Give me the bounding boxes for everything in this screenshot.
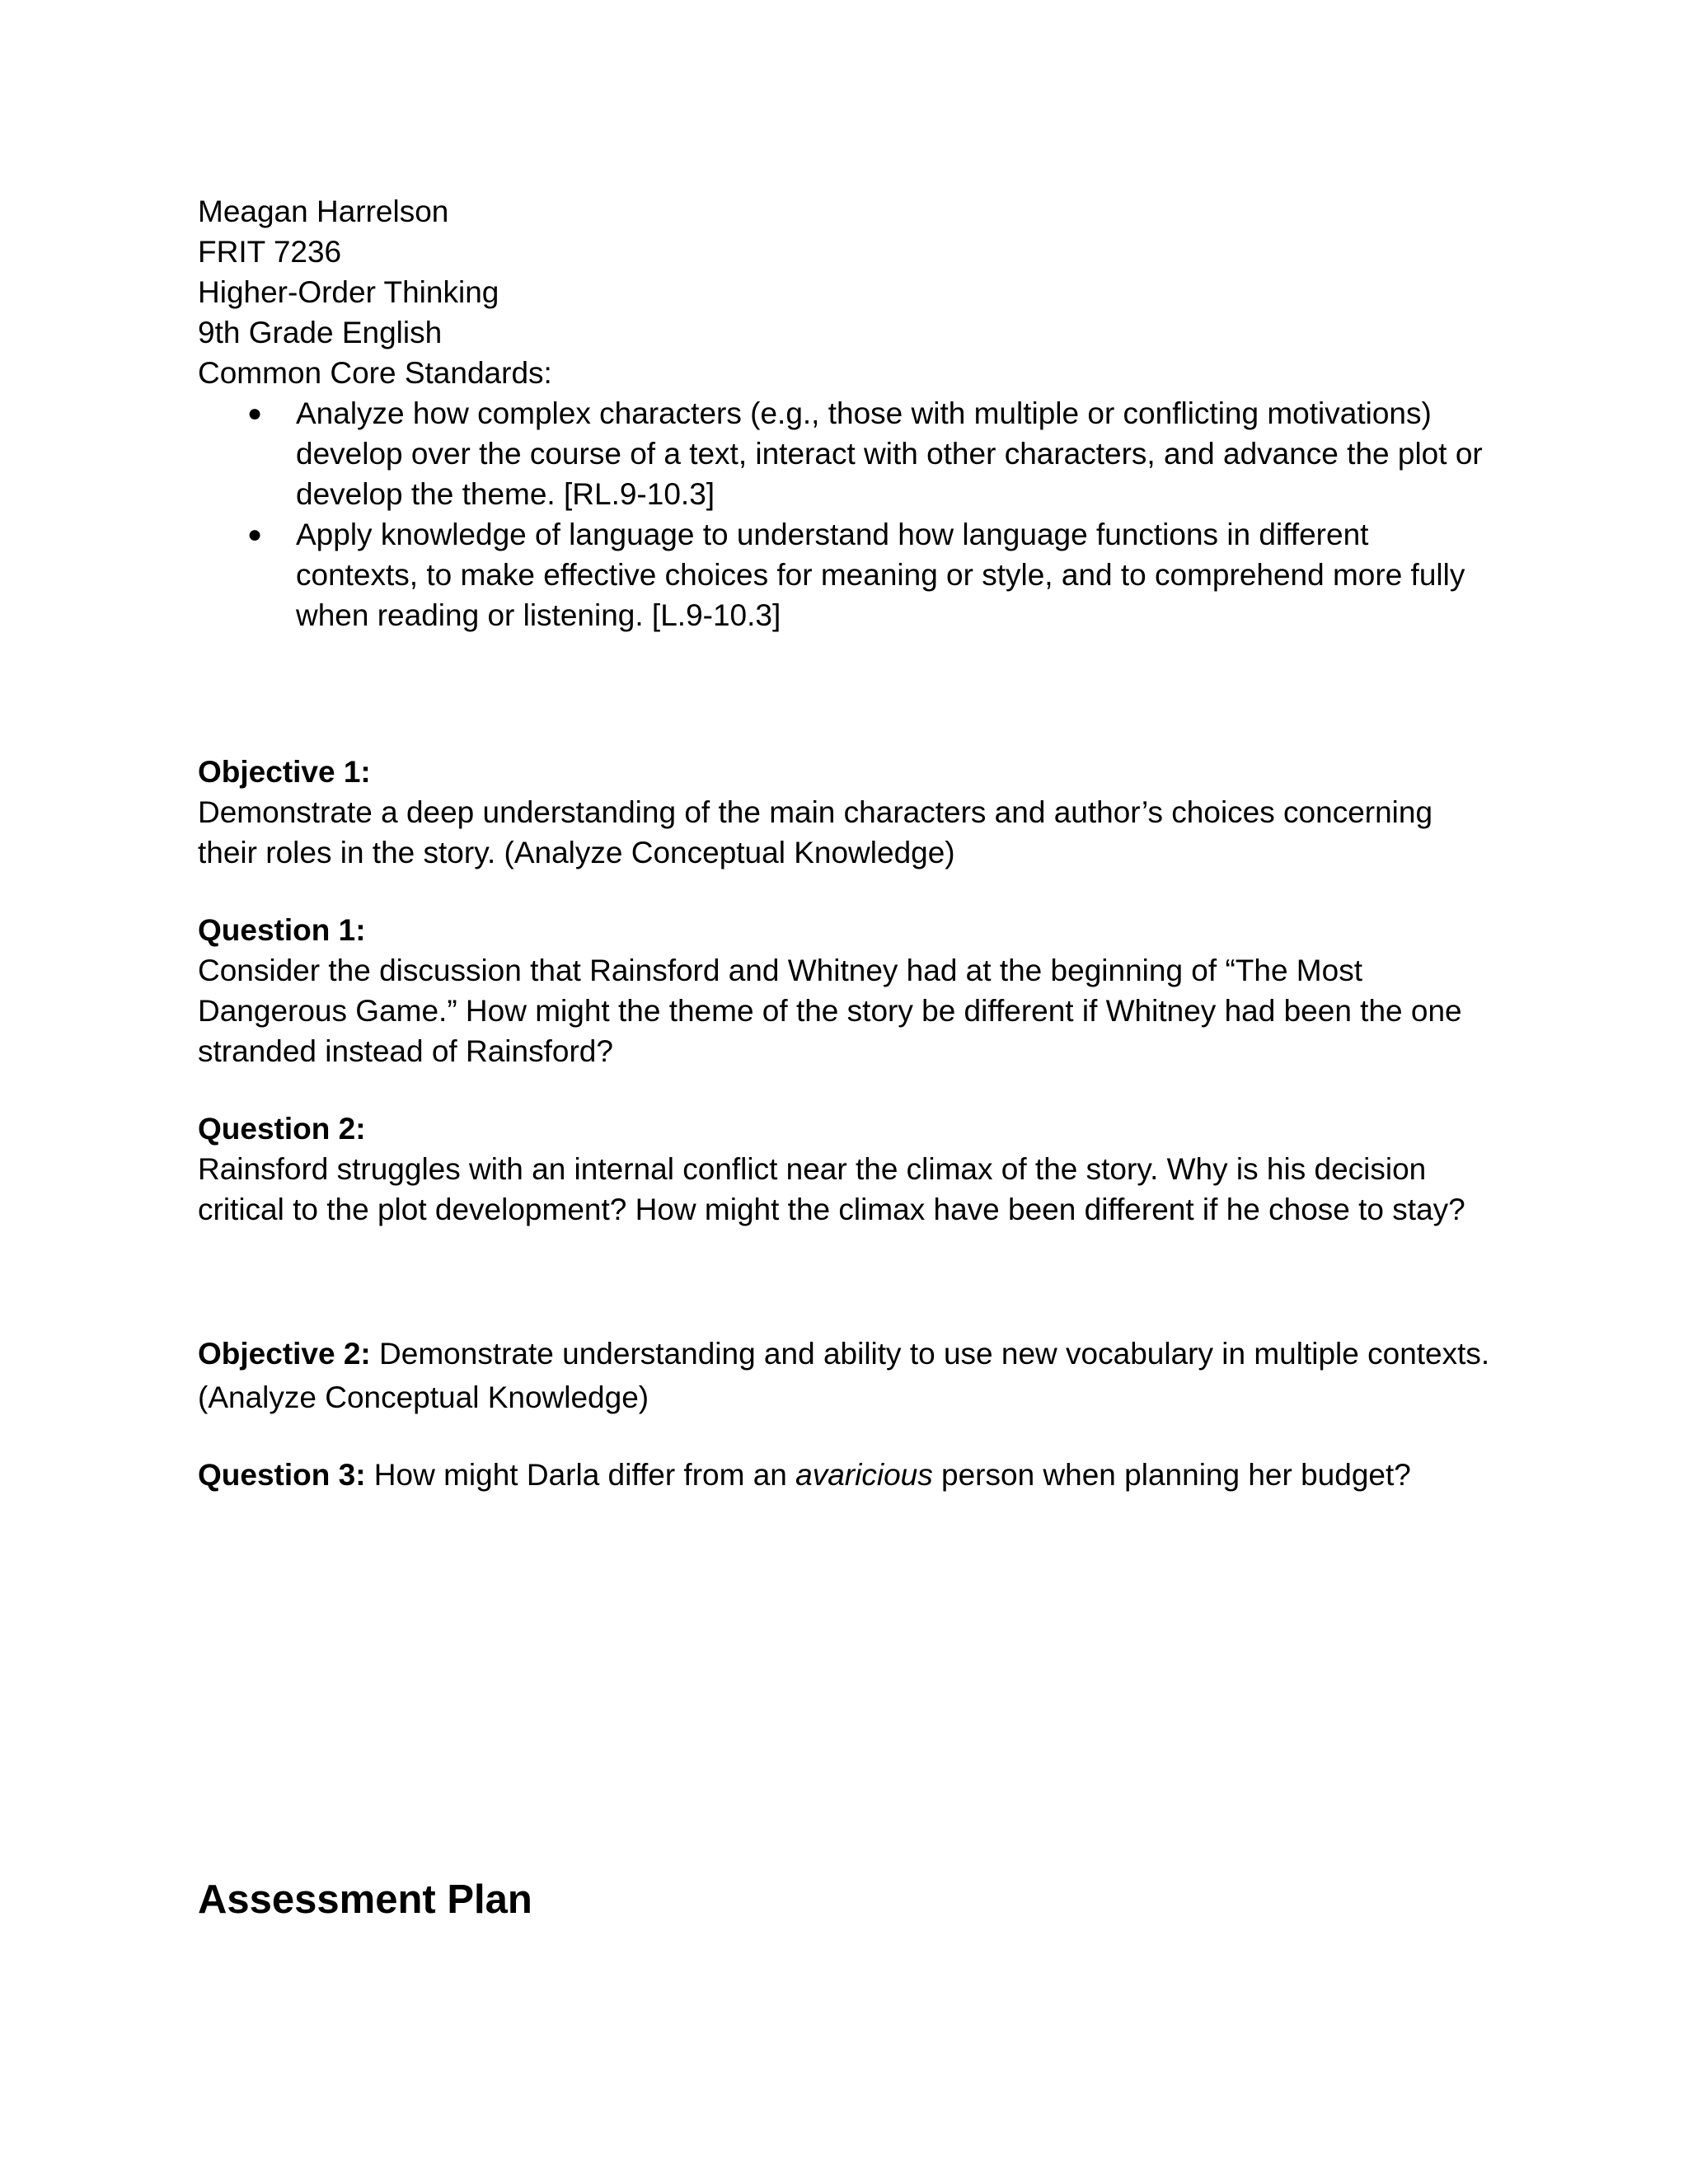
standard-line: develop over the course of a text, interact with other characters, and advance the plot or [296,437,1483,471]
question-1-text: stranded instead of Rainsford? [198,1034,613,1068]
question-1-text: Consider the discussion that Rainsford and Whitney had at the beginning of “The Most [198,954,1362,987]
question-3-text: How might Darla differ from an [365,1458,796,1492]
objective-2-section [198,1333,1492,1418]
bullet-icon: ● [247,521,263,548]
question-1-text: Dangerous Game.” How might the theme of the story be different if Whitney had been the one [198,994,1462,1028]
standard-line: Analyze how complex characters (e.g., those with multiple or conflicting motivations) [296,396,1432,430]
objective-2-label: Objective 2: [198,1337,371,1371]
objective-1-section [198,752,1492,873]
question-2-text: critical to the plot development? How might the climax have been different if he chose to stay? [198,1193,1465,1226]
course-code: FRIT 7236 [198,235,342,269]
author-name: Meagan Harrelson [198,194,449,228]
question-3-section [198,1455,1492,1495]
question-2-section [198,1108,1492,1230]
standards-list [198,393,1492,635]
header-block [198,191,1492,393]
question-3-label: Question 3: [198,1458,366,1492]
bullet-icon: ● [247,400,263,427]
question-3-text: person when planning her budget? [932,1458,1411,1492]
standard-line: contexts, to make effective choices for meaning or style, and to comprehend more fully [296,558,1465,592]
standard-line: when reading or listening. [L.9-10.3] [296,598,781,632]
objective-2-text: Demonstrate understanding and ability to use new vocabulary in multiple contexts. [370,1337,1490,1371]
question-2-label: Question 2: [198,1112,366,1146]
standards-label: Common Core Standards: [198,356,552,390]
question-2-text: Rainsford struggles with an internal conflict near the climax of the story. Why is his decision [198,1152,1427,1186]
lesson-topic: Higher-Order Thinking [198,275,499,309]
assessment-plan-heading: Assessment Plan [198,1877,532,1922]
objective-2-line [198,1333,1492,1374]
objective-1-text: Demonstrate a deep understanding of the main characters and author’s choices concerning [198,795,1433,829]
standard-item [198,393,1492,514]
objective-2-text-continued: (Analyze Conceptual Knowledge) [198,1380,649,1414]
standard-line: Apply knowledge of language to understand how language functions in different [296,518,1369,551]
document-page [198,191,1492,1924]
objective-1-label: Objective 1: [198,755,371,789]
question-1-label: Question 1: [198,913,366,947]
standard-item [198,514,1492,635]
objective-1-text: their roles in the story. (Analyze Conceptual Knowledge) [198,836,955,869]
assessment-section [198,1875,1492,1924]
grade-subject: 9th Grade English [198,316,443,349]
question-3-italic-word: avaricious [795,1458,933,1492]
question-3-line [198,1455,1492,1495]
question-1-section [198,910,1492,1071]
standard-line: develop the theme. [RL.9-10.3] [296,477,715,511]
